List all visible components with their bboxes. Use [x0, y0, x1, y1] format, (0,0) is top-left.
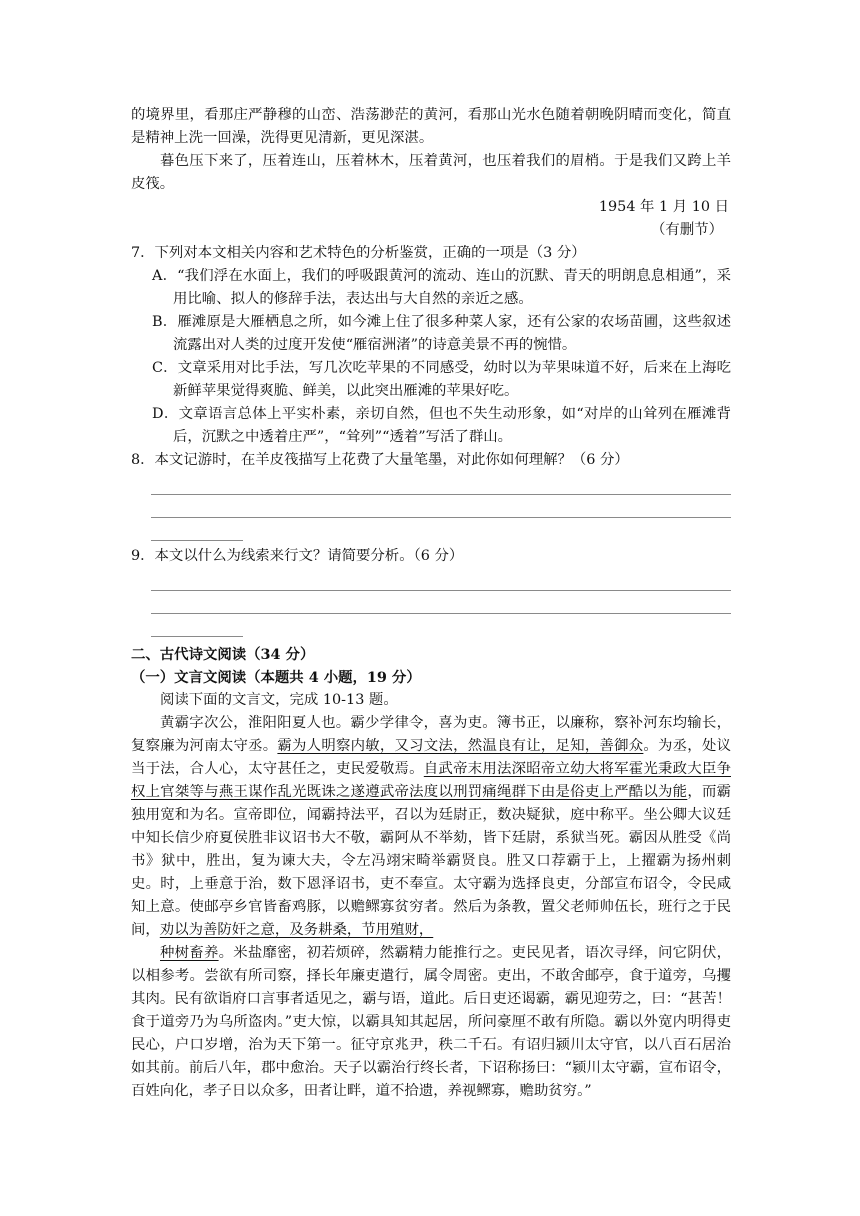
question-7-option-a: A．“我们浮在水面上，我们的呼吸跟黄河的流动、连山的沉默、青天的明朗息息相通”，采用比喻、拟人的修辞手法，表达出与大自然的亲近之感。: [152, 268, 731, 307]
essay-paragraph-continued: 的境界里，看那庄严静穆的山峦、浩荡渺茫的黄河，看那山光水色随着朝晚阴晴而变化，简直是精神上洗一回澡，洗得更见清新，更见深湛。: [131, 107, 731, 146]
question-8-stem: 8．本文记游时，在羊皮筏描写上花费了大量笔墨，对此你如何理解？（6 分）: [131, 452, 629, 468]
question-7: [131, 242, 731, 449]
question-8: [131, 449, 731, 541]
section-title: 二、古代诗文阅读（34 分）: [131, 646, 315, 663]
underlined-sentence: 霸为人明察内敏，又习文法，然温良有让，足知，善御众: [277, 738, 644, 754]
answer-line[interactable]: [151, 495, 731, 518]
question-9-stem: 9．本文以什么为线索来行文？请简要分析。（6 分）: [131, 548, 464, 564]
classical-text: 。为丞，处议当于法，合人心，太守甚任之，吏民爱敬焉。: [131, 738, 731, 777]
classical-text-paragraph: [131, 712, 731, 942]
question-9: [131, 545, 731, 637]
answer-line[interactable]: [151, 472, 731, 495]
essay-date: 1954 年 1 月 10 日: [598, 199, 729, 215]
question-7-option-b: B．雁滩原是大雁栖息之所，如今滩上住了很多种菜人家，还有公家的农场苗圃，这些叙述流露出对人类的过度开发使“雁宿洲渚”的诗意美景不再的惋惜。: [152, 314, 731, 353]
classical-text: 。米盐靡密，初若烦碎，然霸精力能推行之。吏民见者，语次寻绎，问它阴伏，以相参考。尝欲有所司察，择长年廉吏遣行，属令周密。吏出，不敢舍邮亭，食于道旁，乌攫其肉。民有欲诣府口言事者适见之，霸与语，道此。后日吏还谒霸，霸见迎劳之，曰：“甚苦！食于道旁乃为乌所盗肉。”吏大惊，以霸具知其起居，所问豪厘不敢有所隐。霸以外宽内明得吏民心，户口岁增，治为天下第一。征守京兆尹，秩二千石。有诏归颍川太守官，以八百石居治如其前。前后八年，郡中愈治。天子以霸治行终长者，下诏称扬曰：“颍川太守霸，宣布诏令，百姓向化，孝子日以众多，田者让畔，道不拾遗，养视鳏寡，赡助贫穷。”: [131, 945, 731, 1099]
reading-instruction: 阅读下面的文言文，完成 10-13 题。: [160, 692, 398, 708]
underlined-sentence: 自武帝末用法深昭帝立幼大将军霍光秉政大臣争权上官桀等与燕王谋作乱光既诛之遂遵武帝法度以刑罚痛绳群下由是俗吏上严酷以为能: [131, 761, 731, 800]
question-7-option-c: C．文章采用对比手法，写几次吃苹果的不同感受，幼时以为苹果味道不好，后来在上海吃新鲜苹果觉得爽脆、鲜美，以此突出雁滩的苹果好吃。: [152, 360, 731, 399]
question-7-option-d: D．文章语言总体上平实朴素，亲切自然，但也不失生动形象，如“对岸的山耸列在雁滩背后，沉默之中透着庄严”，“耸列”“透着”写活了群山。: [152, 406, 731, 445]
sub-section-title: （一）文言文阅读（本题共 4 小题，19 分）: [131, 669, 421, 686]
answer-line[interactable]: [151, 614, 243, 637]
answer-line[interactable]: [151, 591, 731, 614]
classical-text: ，而霸独用宽和为名。宣帝即位，闻霸持法平，召以为廷尉正，数决疑狱，庭中称平。坐公卿大议廷中知长信少府夏侯胜非议诏书大不敬，霸阿从不举劾，皆下廷尉，系狱当死。霸因从胜受《尚书》狱中，胜出，复为谏大夫，令左冯翊宋畸举霸贤良。胜又口荐霸于上，上擢霸为扬州刺史。时，上垂意于治，数下恩泽诏书，吏不奉宣。太守霸为选择良吏，分部宣布诏令，令民咸知上意。使邮亭乡官皆畜鸡豚，以赡鳏寡贫穷者。然后为条教，置父老师帅伍长，班行之于民间，: [131, 784, 731, 938]
essay-paragraph-final: 暮色压下来了，压着连山，压着林木，压着黄河，也压着我们的眉梢。于是我们又跨上羊皮筏。: [131, 153, 731, 192]
classical-text: 黄霸字次公，淮阳阳夏人也。霸少学律令，喜为吏。簿书正，以廉称，察补河东均输长，复察廉为河南太守丞。: [131, 715, 731, 754]
classical-text-paragraph: [131, 942, 731, 1103]
page-content: [131, 104, 731, 1103]
answer-line[interactable]: [151, 568, 731, 591]
underlined-sentence: 劝以为善防奸之意，及务耕桑，节用殖财，: [159, 922, 434, 938]
answer-line[interactable]: [151, 518, 243, 541]
essay-abridged-note: （有删节）: [651, 222, 723, 238]
question-7-stem: 7．下列对本文相关内容和艺术特色的分析鉴赏，正确的一项是（3 分）: [131, 245, 586, 261]
underlined-sentence: 种树畜养: [160, 945, 219, 961]
